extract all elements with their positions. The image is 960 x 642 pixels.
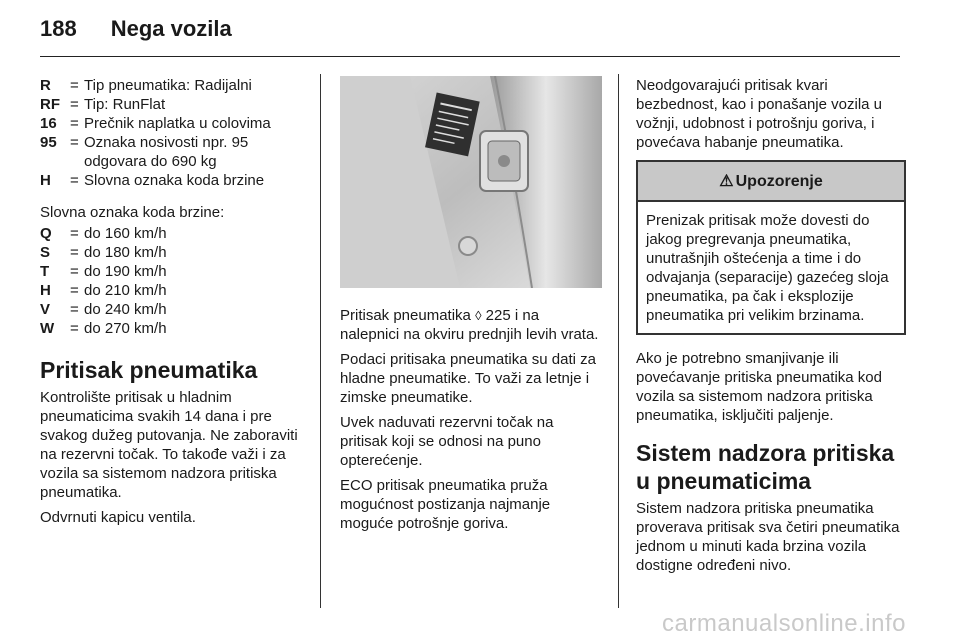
code-value: Slovna oznaka koda brzine [84, 172, 265, 189]
code-key: W [40, 320, 55, 337]
page-number: 188 [40, 16, 77, 41]
code-value: do 180 km/h [84, 244, 167, 261]
code-key: S [40, 244, 51, 261]
page-title: Nega vozila [110, 16, 232, 41]
equals-sign: = [70, 77, 79, 94]
code-key: T [40, 263, 50, 280]
paragraph: ECO pritisak pneumatika pruža mogućnost postizanja najmanje moguće potrošnje goriva. [340, 477, 551, 532]
code-value: do 240 km/h [84, 301, 167, 318]
code-key: H [40, 172, 51, 189]
code-key: R [40, 77, 51, 94]
section-title-tpms: Sistem nadzora pritiska u pneumaticima [636, 440, 895, 494]
equals-sign: = [70, 115, 79, 132]
paragraph: Neodgovarajući pritisak kvari bezbednost, kao i ponašanje vozila u vožnji, udobnost i potrošnju goriva, i povećava habanje pneumatika. [636, 77, 883, 151]
code-key: V [40, 301, 51, 318]
equals-sign: = [70, 320, 79, 337]
equals-sign: = [70, 282, 79, 299]
code-key: H [40, 282, 51, 299]
code-value: do 270 km/h [84, 320, 167, 337]
speed-code-row [40, 319, 302, 338]
equals-sign: = [70, 263, 79, 280]
section-title-tire-pressure: Pritisak pneumatika [40, 357, 258, 383]
tire-code-row [40, 95, 302, 114]
equals-sign: = [70, 134, 79, 151]
page-reference-arrow: ◊ [475, 308, 482, 323]
code-value: Tip: RunFlat [84, 96, 166, 113]
tire-code-list [40, 76, 302, 190]
code-key: Q [40, 225, 52, 242]
column-divider-1 [320, 74, 321, 608]
tire-code-row [40, 133, 302, 171]
page-header [40, 16, 232, 50]
header-divider [40, 56, 900, 57]
tire-code-row [40, 76, 302, 95]
equals-sign: = [70, 225, 79, 242]
paragraph: Uvek naduvati rezervni točak na pritisak koji se odnosi na puno opterećenje. [340, 414, 554, 469]
code-value: Oznaka nosivosti npr. 95 odgovara do 690 kg [84, 134, 249, 170]
warning-text: Prenizak pritisak može dovesti do jakog pregrevanja pneumatika, unutrašnjih oštećenja a time i do odvajanja (separacije) gazećeg sloja pneumatika, pa čak i eksplozije pneumatika pri velikim brzinama. [646, 212, 889, 324]
code-key: 95 [40, 134, 57, 151]
code-key: RF [40, 96, 60, 113]
paragraph-text: 225 i na nalepnici na okviru prednjih levih vrata. [340, 307, 599, 343]
speed-code-row [40, 262, 302, 281]
column-2 [340, 76, 602, 539]
code-value: do 210 km/h [84, 282, 167, 299]
paragraph: Kontrolište pritisak u hladnim pneumaticima svakih 14 dana i pre svakog dužeg putovanja. Ne zaboraviti na rezervni točak. To takođe važi i za vozila sa sistemom nadzora pritiska pneumatika. [40, 389, 298, 501]
column-divider-2 [618, 74, 619, 608]
paragraph: Sistem nadzora pritiska pneumatika proverava pritisak sva četiri pneumatika jednom u minuti kada brzina vozila dostigne određeni nivo. [636, 500, 900, 574]
column-1 [40, 76, 302, 533]
tire-code-row [40, 171, 302, 190]
paragraph-text: Pritisak pneumatika [340, 307, 476, 324]
watermark: carmanualsonline.info [662, 610, 906, 637]
speed-code-list [40, 224, 302, 338]
speed-code-row [40, 281, 302, 300]
code-value: do 160 km/h [84, 225, 167, 242]
paragraph [340, 306, 602, 344]
equals-sign: = [70, 244, 79, 261]
speed-code-row [40, 300, 302, 319]
column-3 [636, 76, 906, 581]
speed-code-row [40, 224, 302, 243]
code-value: do 190 km/h [84, 263, 167, 280]
warning-header [638, 162, 904, 202]
paragraph: Ako je potrebno smanjivanje ili povećavanje pritiska pneumatika kod vozila sa sistemom nadzora pritiska pneumatika, isključiti paljenje. [636, 350, 882, 424]
equals-sign: = [70, 96, 79, 113]
paragraph: Odvrnuti kapicu ventila. [40, 509, 196, 526]
equals-sign: = [70, 301, 79, 318]
code-value: Prečnik naplatka u colovima [84, 115, 271, 132]
equals-sign: = [70, 172, 79, 189]
paragraph: Podaci pritisaka pneumatika su dati za hladne pneumatike. To važi za letnje i zimske pneumatike. [340, 351, 596, 406]
tire-code-row [40, 114, 302, 133]
speed-code-intro: Slovna oznaka koda brzine: [40, 204, 225, 221]
warning-triangle-icon: ⚠ [719, 172, 734, 190]
door-frame-photo [340, 76, 602, 288]
code-key: 16 [40, 115, 57, 132]
speed-code-row [40, 243, 302, 262]
warning-box [636, 160, 906, 335]
code-value: Tip pneumatika: Radijalni [84, 77, 252, 94]
warning-title: Upozorenje [735, 172, 823, 190]
